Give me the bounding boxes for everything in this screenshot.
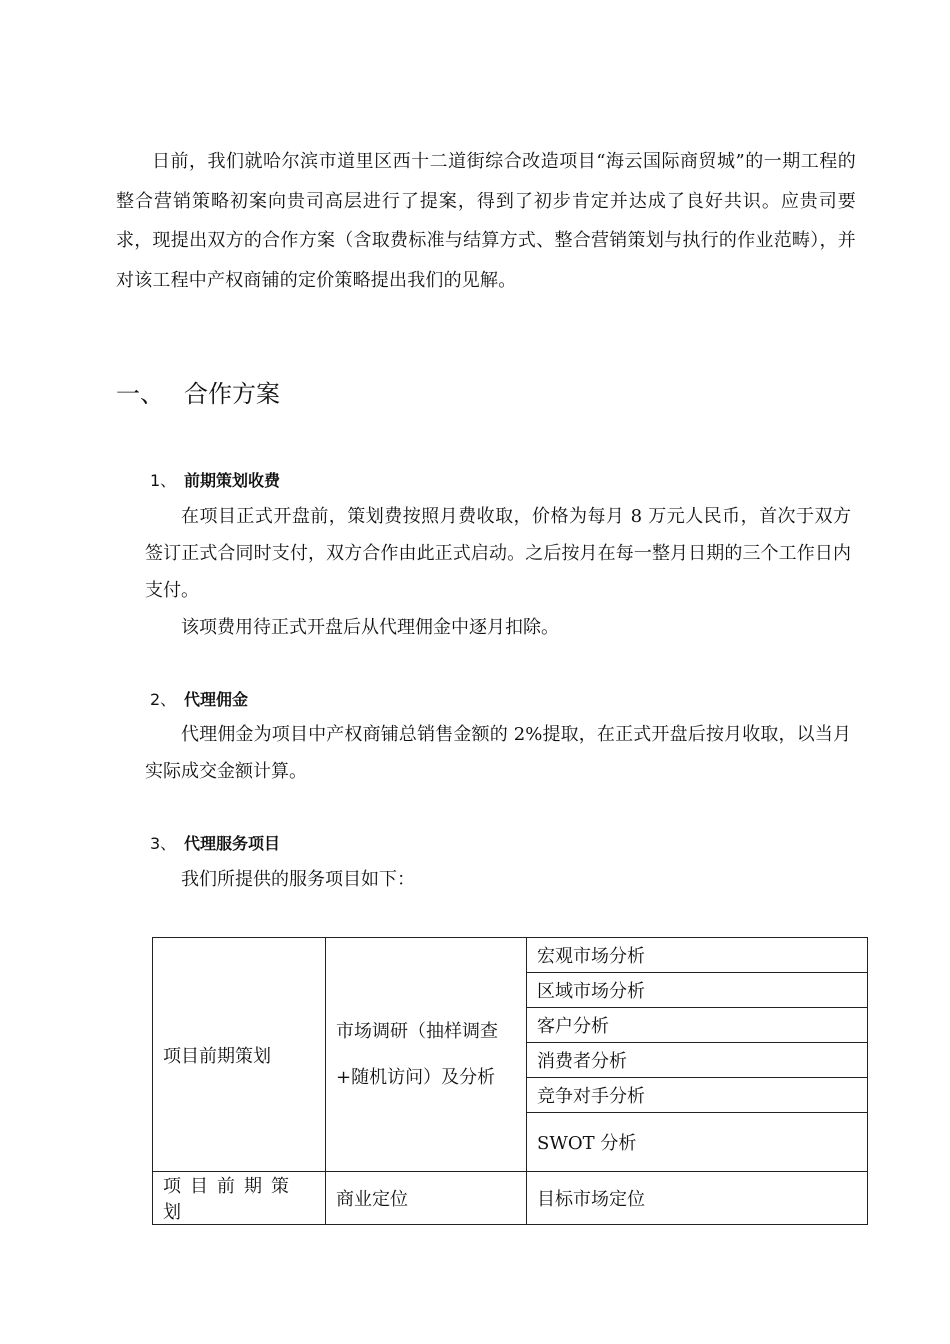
table-cell-category: 项目前期策划 bbox=[153, 938, 326, 1172]
table-cell-category: 项目前期策划 bbox=[153, 1172, 326, 1225]
section-title: 合作方案 bbox=[184, 380, 280, 408]
table-row bbox=[153, 1172, 868, 1225]
subheading-number: 2、 bbox=[150, 690, 177, 709]
subheading-title: 前期策划收费 bbox=[184, 471, 281, 490]
table-cell-service: 商业定位 bbox=[326, 1172, 527, 1225]
subheading-commission bbox=[150, 685, 248, 715]
commission-paragraph: 代理佣金为项目中产权商铺总销售金额的 2%提取，在正式开盘后按月收取，以当月实际成交金额计算。 bbox=[145, 724, 851, 782]
table-cell-item: 客户分析 bbox=[527, 1008, 868, 1043]
subheading-number: 1、 bbox=[150, 471, 177, 490]
subheading-services bbox=[150, 829, 280, 859]
intro-paragraph: 日前，我们就哈尔滨市道里区西十二道街综合改造项目“海云国际商贸城”的一期工程的整合营销策略初案向贵司高层进行了提案，得到了初步肯定并达成了良好共识。应贵司要求，现提出双方的合作方案（含取费标准与结算方式、整合营销策划与执行的作业范畴），并对该工程中产权商铺的定价策略提出我们的见解。 bbox=[116, 151, 856, 291]
subheading-fee bbox=[150, 466, 280, 496]
section-heading bbox=[116, 372, 280, 416]
fee-deduction-paragraph: 该项费用待正式开盘后从代理佣金中逐月扣除。 bbox=[181, 617, 559, 638]
subheading-number: 3、 bbox=[150, 834, 177, 853]
table-cell-item: 竞争对手分析 bbox=[527, 1078, 868, 1113]
subheading-title: 代理佣金 bbox=[184, 690, 249, 709]
services-table bbox=[152, 937, 868, 1225]
table-cell-item: 宏观市场分析 bbox=[527, 938, 868, 973]
table-cell-service: 市场调研（抽样调查+随机访问）及分析 bbox=[326, 938, 527, 1172]
table-cell-item: 区域市场分析 bbox=[527, 973, 868, 1008]
section-number: 一、 bbox=[116, 380, 164, 408]
table-cell-item: 消费者分析 bbox=[527, 1043, 868, 1078]
table-cell-item: 目标市场定位 bbox=[527, 1172, 868, 1225]
table-cell-item: SWOT 分析 bbox=[527, 1113, 868, 1172]
subheading-title: 代理服务项目 bbox=[184, 834, 281, 853]
table-row bbox=[153, 938, 868, 973]
services-intro-paragraph: 我们所提供的服务项目如下： bbox=[181, 869, 415, 890]
fee-paragraph: 在项目正式开盘前，策划费按照月费收取，价格为每月 8 万元人民币，首次于双方签订正式合同时支付，双方合作由此正式启动。之后按月在每一整月日期的三个工作日内支付。 bbox=[145, 506, 851, 601]
